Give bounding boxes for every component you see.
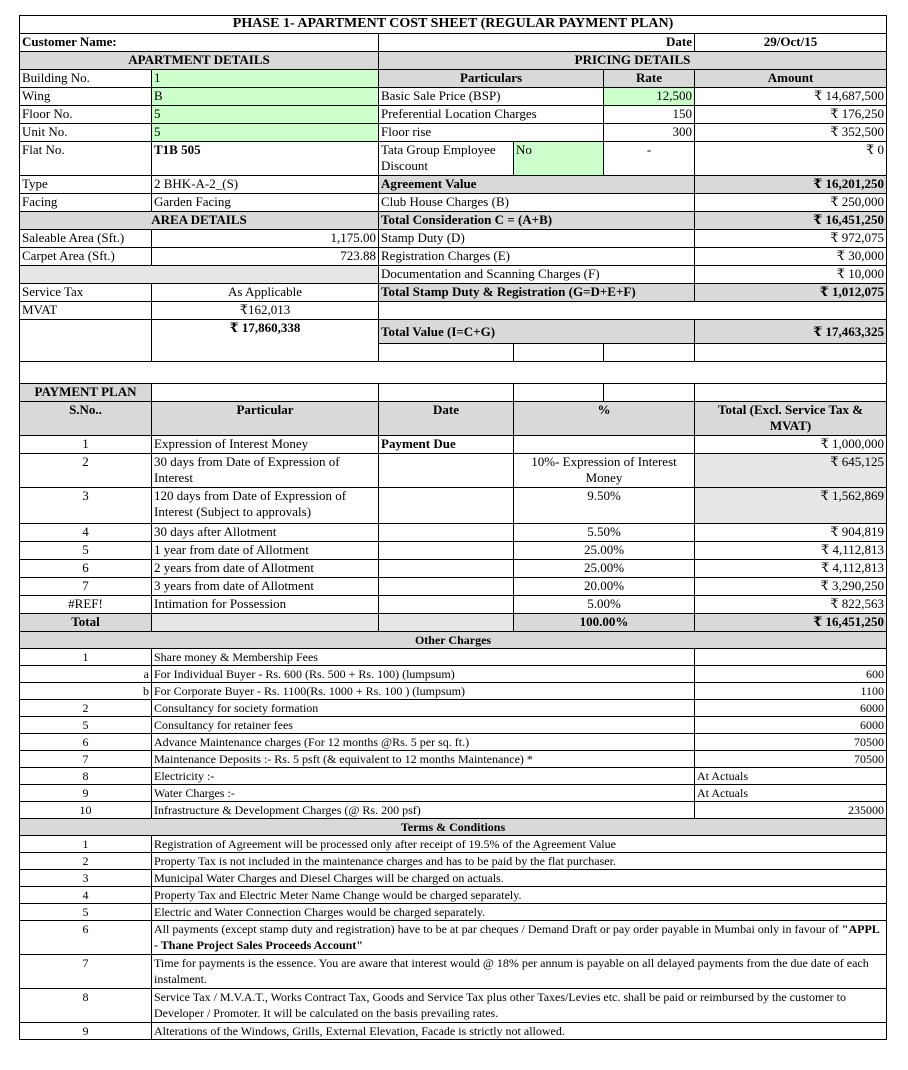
- carpet-area-label: Carpet Area (Sft.): [20, 248, 152, 266]
- term-sno: 9: [20, 1023, 152, 1040]
- floor-rise-rate: 300: [604, 124, 695, 142]
- plc-amount: ₹ 176,250: [695, 106, 887, 124]
- blank-cell: [514, 384, 604, 402]
- facing-label: Facing: [20, 194, 152, 212]
- plc-label: Preferential Location Charges: [379, 106, 604, 124]
- payment-sno: 5: [20, 542, 152, 560]
- charge-sno: 2: [20, 700, 152, 717]
- payment-date: [379, 542, 514, 560]
- total-stamp-label: Total Stamp Duty & Registration (G=D+E+F): [379, 284, 695, 302]
- charge-description: Maintenance Deposits :- Rs. 5 psft (& equivalent to 12 months Maintenance) *: [152, 751, 695, 768]
- term-sno: 7: [20, 955, 152, 989]
- charge-amount: 1100: [695, 683, 887, 700]
- saleable-area-label: Saleable Area (Sft.): [20, 230, 152, 248]
- wing-label: Wing: [20, 88, 152, 106]
- charge-sno: 7: [20, 751, 152, 768]
- floor-rise-amount: ₹ 352,500: [695, 124, 887, 142]
- payment-percent: 25.00%: [514, 560, 695, 578]
- pricing-details-header: PRICING DETAILS: [379, 52, 887, 70]
- payment-sno-header: S.No..: [20, 402, 152, 436]
- payment-total-amount: ₹ 16,451,250: [695, 614, 887, 632]
- charge-amount: 600: [695, 666, 887, 683]
- bsp-rate[interactable]: 12,500: [604, 88, 695, 106]
- term-sno: 5: [20, 904, 152, 921]
- floor-label: Floor No.: [20, 106, 152, 124]
- blank-cell: [20, 320, 152, 362]
- type-label: Type: [20, 176, 152, 194]
- charge-description: For Individual Buyer - Rs. 600 (Rs. 500 + Rs. 100) (lumpsum): [152, 666, 695, 683]
- customer-name-label: Customer Name:: [20, 34, 379, 52]
- blank-cell: [604, 344, 695, 362]
- term-text: Electric and Water Connection Charges would be charged separately.: [152, 904, 887, 921]
- payment-particular: 120 days from Date of Expression of Interest (Subject to approvals): [152, 488, 379, 524]
- charge-description: Share money & Membership Fees: [152, 649, 695, 666]
- club-house-amount: ₹ 250,000: [695, 194, 887, 212]
- flat-label: Flat No.: [20, 142, 152, 176]
- term-sno: 3: [20, 870, 152, 887]
- payment-percent: 5.50%: [514, 524, 695, 542]
- total-consideration-label: Total Consideration C = (A+B): [379, 212, 695, 230]
- floor-rise-label: Floor rise: [379, 124, 604, 142]
- flat-value: T1B 505: [152, 142, 379, 176]
- payment-particular: 30 days after Allotment: [152, 524, 379, 542]
- term-text: Municipal Water Charges and Diesel Charges will be charged on actuals.: [152, 870, 887, 887]
- payment-percent: [514, 436, 695, 454]
- building-value[interactable]: 1: [152, 70, 379, 88]
- payment-total: ₹ 904,819: [695, 524, 887, 542]
- blank-cell: [152, 384, 379, 402]
- agreement-value-amount: ₹ 16,201,250: [695, 176, 887, 194]
- charge-description: Water Charges :-: [152, 785, 695, 802]
- charge-description: For Corporate Buyer - Rs. 1100(Rs. 1000 + Rs. 100 ) (lumpsum): [152, 683, 695, 700]
- payment-particular: 2 years from date of Allotment: [152, 560, 379, 578]
- blank-cell: [379, 614, 514, 632]
- total-stamp-amount: ₹ 1,012,075: [695, 284, 887, 302]
- tata-discount-label: Tata Group Employee Discount: [379, 142, 514, 176]
- wing-value[interactable]: B: [152, 88, 379, 106]
- carpet-area-value: 723.88: [152, 248, 379, 266]
- charge-amount: [695, 649, 887, 666]
- grand-total-value: ₹ 17,860,338: [152, 320, 379, 362]
- tata-discount-amount: ₹ 0: [695, 142, 887, 176]
- payment-particular-header: Particular: [152, 402, 379, 436]
- blank-cell: [695, 384, 887, 402]
- total-value-label: Total Value (I=C+G): [379, 320, 695, 344]
- payment-total-percent: 100.00%: [514, 614, 695, 632]
- term-account-name: "APPL - Thane Project Sales Proceeds Account": [154, 922, 880, 952]
- term-text: Registration of Agreement will be processed only after receipt of 19.5% of the Agreement Value: [152, 836, 887, 853]
- payment-particular: 3 years from date of Allotment: [152, 578, 379, 596]
- charge-sno: 10: [20, 802, 152, 819]
- payment-sno: 6: [20, 560, 152, 578]
- blank-cell: [379, 344, 514, 362]
- payment-date: [379, 560, 514, 578]
- service-tax-label: Service Tax: [20, 284, 152, 302]
- term-text: Property Tax is not included in the maintenance charges and has to be paid by the flat purchaser.: [152, 853, 887, 870]
- facing-value: Garden Facing: [152, 194, 379, 212]
- charge-sub: b: [20, 683, 152, 700]
- term-text-part: All payments (except stamp duty and registration) have to be at par cheques / Demand Draft or pay order payable in Mumbai only in favour of: [154, 922, 842, 936]
- mvat-label: MVAT: [20, 302, 152, 320]
- payment-date: [379, 596, 514, 614]
- charge-description: Electricity :-: [152, 768, 695, 785]
- payment-total: ₹ 822,563: [695, 596, 887, 614]
- charge-sno: 9: [20, 785, 152, 802]
- date-value[interactable]: 29/Oct/15: [695, 34, 887, 52]
- total-consideration-amount: ₹ 16,451,250: [695, 212, 887, 230]
- payment-total: ₹ 4,112,813: [695, 542, 887, 560]
- tata-discount-value[interactable]: No: [514, 142, 604, 176]
- payment-sno: 3: [20, 488, 152, 524]
- charge-description: Infrastructure & Development Charges (@ Rs. 200 psf): [152, 802, 695, 819]
- payment-particular: Intimation for Possession: [152, 596, 379, 614]
- payment-date-header: Date: [379, 402, 514, 436]
- area-details-header: AREA DETAILS: [20, 212, 379, 230]
- charge-sno: 8: [20, 768, 152, 785]
- payment-particular: 1 year from date of Allotment: [152, 542, 379, 560]
- service-tax-value: As Applicable: [152, 284, 379, 302]
- stamp-duty-label: Stamp Duty (D): [379, 230, 695, 248]
- charge-sno: 5: [20, 717, 152, 734]
- bsp-amount: ₹ 14,687,500: [695, 88, 887, 106]
- blank-cell: [152, 614, 379, 632]
- blank-cell: [20, 266, 379, 284]
- payment-date: [379, 488, 514, 524]
- term-text: Alterations of the Windows, Grills, External Elevation, Facade is strictly not allowed.: [152, 1023, 887, 1040]
- payment-sno: 4: [20, 524, 152, 542]
- charge-sno: 6: [20, 734, 152, 751]
- plc-rate: 150: [604, 106, 695, 124]
- blank-cell: [695, 344, 887, 362]
- registration-amount: ₹ 30,000: [695, 248, 887, 266]
- payment-total: ₹ 4,112,813: [695, 560, 887, 578]
- type-value: 2 BHK-A-2_(S): [152, 176, 379, 194]
- charge-description: Advance Maintenance charges (For 12 months @Rs. 5 per sq. ft.): [152, 734, 695, 751]
- term-sno: 8: [20, 989, 152, 1023]
- payment-total: ₹ 1,562,869: [695, 488, 887, 524]
- payment-date: Payment Due: [379, 436, 514, 454]
- charge-description: Consultancy for society formation: [152, 700, 695, 717]
- payment-percent-header: %: [514, 402, 695, 436]
- payment-date: [379, 524, 514, 542]
- term-sno: 4: [20, 887, 152, 904]
- sheet-title: PHASE 1- APARTMENT COST SHEET (REGULAR PAYMENT PLAN): [20, 16, 887, 34]
- payment-date: [379, 454, 514, 488]
- term-text: Property Tax and Electric Meter Name Change would be charged separately.: [152, 887, 887, 904]
- payment-total: ₹ 3,290,250: [695, 578, 887, 596]
- spacer-row: [20, 362, 887, 384]
- rate-header: Rate: [604, 70, 695, 88]
- unit-label: Unit No.: [20, 124, 152, 142]
- registration-label: Registration Charges (E): [379, 248, 695, 266]
- payment-percent: 10%- Expression of Interest Money: [514, 454, 695, 488]
- building-label: Building No.: [20, 70, 152, 88]
- payment-percent: 5.00%: [514, 596, 695, 614]
- charge-sub: a: [20, 666, 152, 683]
- blank-cell: [379, 302, 887, 320]
- bsp-label: Basic Sale Price (BSP): [379, 88, 604, 106]
- payment-plan-header: PAYMENT PLAN: [20, 384, 152, 402]
- total-value-amount: ₹ 17,463,325: [695, 320, 887, 344]
- payment-date: [379, 578, 514, 596]
- club-house-label: Club House Charges (B): [379, 194, 695, 212]
- charge-description: Consultancy for retainer fees: [152, 717, 695, 734]
- payment-total: ₹ 645,125: [695, 454, 887, 488]
- other-charges-header: Other Charges: [20, 632, 887, 649]
- blank-cell: [514, 344, 604, 362]
- apartment-details-header: APARTMENT DETAILS: [20, 52, 379, 70]
- charge-amount: 6000: [695, 700, 887, 717]
- term-sno: 2: [20, 853, 152, 870]
- particulars-header: Particulars: [379, 70, 604, 88]
- charge-amount: At Actuals: [695, 785, 887, 802]
- tata-discount-rate: -: [604, 142, 695, 176]
- saleable-area-value: 1,175.00: [152, 230, 379, 248]
- terms-header: Terms & Conditions: [20, 819, 887, 836]
- mvat-value: ₹162,013: [152, 302, 379, 320]
- blank-cell: [379, 384, 514, 402]
- amount-header: Amount: [695, 70, 887, 88]
- payment-total-header: Total (Excl. Service Tax & MVAT): [695, 402, 887, 436]
- term-sno: 1: [20, 836, 152, 853]
- unit-value[interactable]: 5: [152, 124, 379, 142]
- term-sno: 6: [20, 921, 152, 955]
- charge-amount: 70500: [695, 734, 887, 751]
- blank-cell: [604, 384, 695, 402]
- payment-sno: 2: [20, 454, 152, 488]
- stamp-duty-amount: ₹ 972,075: [695, 230, 887, 248]
- term-text: [152, 921, 887, 955]
- payment-percent: 9.50%: [514, 488, 695, 524]
- payment-total-label: Total: [20, 614, 152, 632]
- payment-particular: Expression of Interest Money: [152, 436, 379, 454]
- term-text: Time for payments is the essence. You are aware that interest would @ 18% per annum is payable on all delayed payments from the due date of each instalment.: [152, 955, 887, 989]
- cost-sheet-table: [19, 15, 887, 1040]
- payment-sno: 1: [20, 436, 152, 454]
- payment-percent: 25.00%: [514, 542, 695, 560]
- date-label: Date: [379, 34, 695, 52]
- charge-amount: 70500: [695, 751, 887, 768]
- payment-sno: #REF!: [20, 596, 152, 614]
- payment-percent: 20.00%: [514, 578, 695, 596]
- charge-amount: 6000: [695, 717, 887, 734]
- agreement-value-label: Agreement Value: [379, 176, 695, 194]
- payment-sno: 7: [20, 578, 152, 596]
- payment-total: ₹ 1,000,000: [695, 436, 887, 454]
- charge-amount: 235000: [695, 802, 887, 819]
- documentation-label: Documentation and Scanning Charges (F): [379, 266, 695, 284]
- charge-amount: At Actuals: [695, 768, 887, 785]
- term-text: Service Tax / M.V.A.T., Works Contract Tax, Goods and Service Tax plus other Taxes/Levies etc. shall be paid or reimbursed by the customer to Developer / Promoter. It will be calculated on the basis prevailing rates.: [152, 989, 887, 1023]
- floor-value[interactable]: 5: [152, 106, 379, 124]
- payment-particular: 30 days from Date of Expression of Interest: [152, 454, 379, 488]
- documentation-amount: ₹ 10,000: [695, 266, 887, 284]
- charge-sno: 1: [20, 649, 152, 666]
